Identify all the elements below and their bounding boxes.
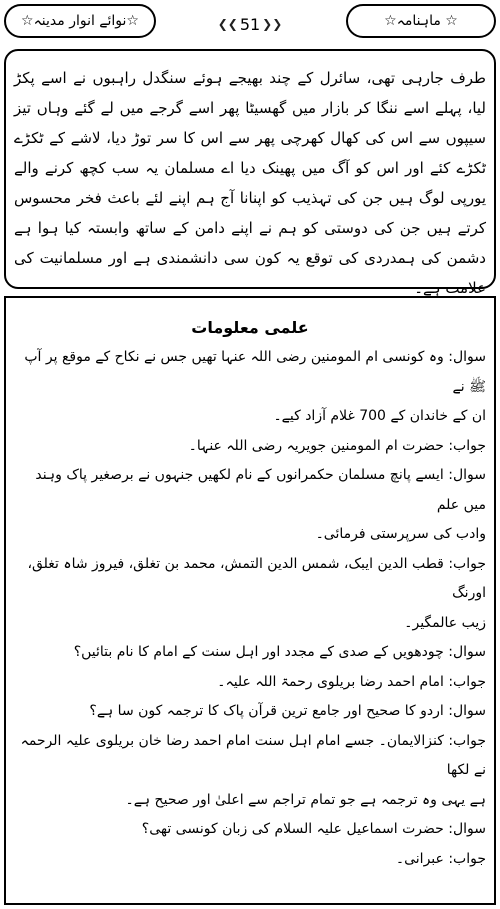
- qa-line: ان کے خاندان کے 700 غلام آزاد کیے۔: [273, 408, 486, 424]
- qa-line: زیب عالمگیر۔: [404, 614, 486, 631]
- monthly-text: ☆ ماہنامہ☆: [384, 13, 458, 29]
- magazine-name-label: [4, 4, 156, 38]
- qa-line: جواب: کنزالایمان۔ جسے امام اہل سنت امام احمد رضا خان بریلوی علیہ الرحمہ نے لکھا: [20, 732, 486, 778]
- article-paragraph: طرف جارہی تھی، سائرل کے چند بھیجے ہوئے سنگدل راہبوں نے اسے پکڑ لیا، پہلے اسے ننگا کر بازار میں گھسیٹا پھر اسے گرجے میں لے گئے وہاں تیز سیپوں سے اس کی کھال کھرچی پھر سے اس کا سر توڑ دیا، لاشے کے ٹکڑے ٹکڑے کئے اور اس کو آگ میں پھینک دیا اے مسلمان یہ سب کچھ کرنے والے یورپی لوگ ہیں جن کی تہذیب کو اپنانا آج ہم اپنے لئے باعث فخر محسوس کرتے ہیں جن کی دوستی کو ہم نے اپنے دامن کے ساتھ وابستہ کیا ہوا ہے دشمن کی ہمدردی کی توقع یہ کون سی دانشمندی ہے اور مسلمانیت کی علامت ہے۔: [14, 69, 486, 297]
- qa-line: سوال: حضرت اسماعیل علیہ السلام کی زبان کونسی تھی؟: [141, 821, 486, 837]
- qa-line: وادب کی سرپرستی فرمائی۔: [315, 526, 486, 542]
- ornament-left-icon: ❮❮: [217, 17, 238, 31]
- page-header: [0, 0, 500, 46]
- qa-line: جواب: امام احمد رضا بریلوی رحمۃ اللہ علیہ۔: [217, 673, 486, 690]
- qa-line: سوال: اردو کا صحیح اور جامع ترین قرآن پاک کا ترجمہ کون سا ہے؟: [89, 703, 486, 719]
- qa-line: جواب: عبرانی۔: [395, 850, 486, 867]
- qa-line: سوال: ایسے پانچ مسلمان حکمرانوں کے نام لکھیں جنہوں نے برصغیر پاک وہند میں علم: [35, 467, 486, 513]
- info-box: [4, 296, 496, 905]
- qa-line: جواب: قطب الدین ایبک، شمس الدین التمش، محمد بن تغلق، فیروز شاہ تغلق، اورنگ: [27, 555, 486, 601]
- ornament-right-icon: ❯❯: [262, 17, 283, 31]
- qa-line: جواب: حضرت ام المومنین جویریہ رضی اللہ عنہا۔: [188, 437, 486, 454]
- qa-line: سوال: چودھویں کے صدی کے مجدد اور اہل سنت کے امام کا نام بتائیں؟: [73, 644, 486, 660]
- monthly-label: [346, 4, 496, 38]
- qa-line: ہے یہی وہ ترجمہ ہے جو تمام تراجم سے اعلیٰ اور صحیح ہے۔: [125, 791, 486, 808]
- magazine-name-text: ☆نوائے انوار مدینہ☆: [21, 13, 139, 29]
- qa-line: سوال: وہ کونسی ام المومنین رضی اللہ عنہا تھیں جس نے نکاح کے موقع پر آپ ﷺ نے: [24, 349, 486, 395]
- info-heading: علمی معلومات: [191, 318, 309, 337]
- page-number-text: 51: [239, 14, 261, 34]
- page-number: [205, 10, 295, 38]
- article-box: [4, 49, 496, 297]
